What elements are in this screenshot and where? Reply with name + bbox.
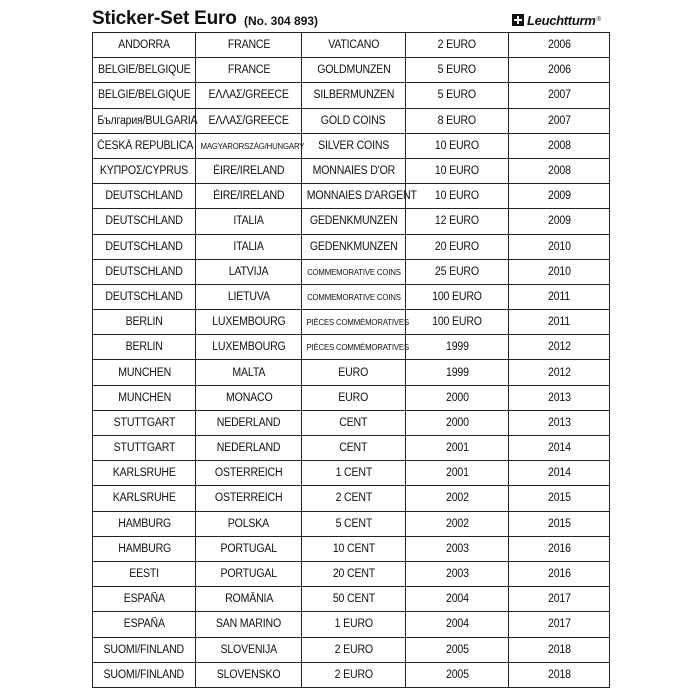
table-row (93, 360, 610, 385)
sticker-cell-col3 (302, 184, 418, 209)
sticker-label: DEUTSCHLAND (105, 290, 183, 303)
sticker-label: 2011 (548, 290, 571, 303)
table-row (93, 158, 610, 183)
sticker-cell-col1 (93, 587, 196, 612)
sticker-cell-col2 (196, 108, 302, 133)
sticker-label: 5 EURO (437, 64, 477, 77)
sticker-label: GOLD COINS (321, 114, 386, 127)
table-row (93, 209, 610, 234)
sticker-cell-col5 (509, 536, 610, 561)
sticker-cell-col5 (509, 461, 610, 486)
sticker-cell-col5 (509, 83, 610, 108)
sticker-label: 2016 (547, 542, 571, 555)
sticker-cell-col1 (93, 385, 196, 410)
leuchtturm-cross-logo-icon (512, 14, 524, 26)
sticker-label: 100 EURO (432, 316, 482, 329)
sticker-label: 2005 (445, 668, 469, 681)
sticker-cell-col2 (196, 511, 302, 536)
sticker-label: EURO (338, 366, 369, 379)
sticker-table-body (93, 33, 610, 688)
sticker-cell-col4 (405, 83, 508, 108)
sticker-label: SAN MARINO (216, 618, 282, 631)
sticker-label: MAGYARORSZÁG/HUNGARY (200, 140, 305, 151)
sticker-label: 2016 (547, 568, 571, 581)
sticker-cell-col1 (93, 83, 196, 108)
sticker-cell-col3 (302, 310, 410, 335)
sticker-label: 2006 (547, 64, 571, 77)
sticker-label: 1 EURO (334, 618, 373, 631)
sticker-cell-col4 (405, 335, 508, 360)
sticker-label: PIÈCES COMMÉMORATIVES (306, 317, 410, 328)
registered-mark: ® (596, 17, 601, 23)
sticker-label: 1999 (445, 366, 469, 379)
sticker-cell-col4 (405, 158, 508, 183)
sticker-label: 2001 (445, 442, 469, 455)
sticker-label: 8 EURO (437, 114, 477, 127)
sticker-label: 2011 (548, 316, 571, 329)
sticker-cell-col4 (405, 410, 508, 435)
sticker-cell-col4 (405, 108, 508, 133)
sticker-label: PIÈCES COMMÉMORATIVES (306, 342, 410, 353)
sticker-cell-col1 (93, 511, 196, 536)
sticker-cell-col4 (405, 385, 508, 410)
sticker-label: COMMEMORATIVE COINS (306, 291, 401, 302)
sticker-label: POLSKA (228, 517, 270, 530)
sticker-label: ÉIRE/IRELAND (213, 190, 285, 203)
sticker-label: 20 CENT (332, 568, 375, 581)
sticker-cell-col5 (509, 587, 610, 612)
sticker-label: ČESKÁ REPUBLICA (97, 139, 194, 152)
sticker-cell-col4 (405, 536, 508, 561)
sticker-cell-col2 (196, 637, 302, 662)
sticker-cell-col3 (302, 83, 405, 108)
table-row (93, 335, 610, 360)
sticker-cell-col3 (302, 234, 405, 259)
sticker-label: DEUTSCHLAND (105, 265, 183, 278)
sticker-label: 2013 (547, 391, 571, 404)
sticker-cell-col5 (509, 234, 610, 259)
sticker-label: MONACO (225, 391, 273, 404)
sticker-label: KARLSRUHE (112, 492, 176, 505)
sticker-cell-col3 (302, 385, 405, 410)
sticker-label: 5 EURO (437, 89, 477, 102)
sticker-cell-col4 (405, 310, 508, 335)
sticker-cell-col2 (196, 133, 305, 158)
table-row (93, 486, 610, 511)
sticker-label: MÜNCHEN (117, 391, 171, 404)
sticker-label: DEUTSCHLAND (105, 215, 183, 228)
table-row (93, 561, 610, 586)
sticker-label: SLOVENIJA (220, 643, 278, 656)
sticker-cell-col2 (196, 209, 302, 234)
sticker-cell-col2 (196, 234, 302, 259)
table-row (93, 33, 610, 58)
sticker-cell-col5 (509, 486, 610, 511)
sticker-label: 2 EURO (334, 643, 373, 656)
sticker-label: ESPAÑA (123, 593, 165, 606)
sticker-label: GEDENKMÜNZEN (309, 215, 398, 228)
sticker-cell-col3 (302, 662, 405, 687)
sticker-cell-col3 (302, 133, 405, 158)
sticker-label: 2014 (547, 467, 571, 480)
sticker-label: 2010 (547, 265, 571, 278)
sticker-label: 2004 (445, 593, 469, 606)
sticker-label: 2017 (547, 593, 571, 606)
sticker-cell-col1 (93, 310, 196, 335)
page-title: Sticker-Set Euro (92, 8, 237, 29)
sticker-label: LUXEMBOURG (212, 316, 286, 329)
table-row (93, 234, 610, 259)
sticker-label: 2005 (445, 643, 469, 656)
sticker-cell-col3 (302, 637, 405, 662)
sticker-cell-col2 (196, 360, 302, 385)
sticker-cell-col2 (196, 158, 302, 183)
sticker-label: BELGIË/BELGIQUE (97, 89, 191, 102)
sticker-cell-col4 (405, 184, 508, 209)
sticker-cell-col5 (509, 385, 610, 410)
sticker-cell-col4 (405, 436, 508, 461)
sticker-label: 2 EURO (334, 668, 373, 681)
sticker-label: 2001 (445, 467, 469, 480)
sticker-cell-col5 (509, 209, 610, 234)
sticker-cell-col3 (302, 58, 405, 83)
sticker-cell-col1 (93, 58, 196, 83)
sticker-label: 1 CENT (335, 467, 372, 480)
table-row (93, 310, 610, 335)
sticker-cell-col3 (302, 259, 405, 284)
sticker-cell-col3 (302, 108, 405, 133)
sticker-cell-col4 (405, 234, 508, 259)
sticker-label: CENT (339, 416, 368, 429)
sticker-cell-col4 (405, 486, 508, 511)
sticker-cell-col4 (405, 612, 508, 637)
sticker-cell-col4 (405, 511, 508, 536)
sticker-label: DEUTSCHLAND (105, 190, 183, 203)
sticker-label: ÉIRE/IRELAND (213, 165, 285, 178)
sticker-cell-col1 (93, 536, 196, 561)
sticker-cell-col3 (302, 33, 405, 58)
sticker-label: 2000 (445, 391, 469, 404)
sticker-cell-col5 (509, 108, 610, 133)
sticker-cell-col2 (196, 436, 302, 461)
sticker-label: NEDERLAND (217, 442, 281, 455)
sticker-label: 2018 (547, 668, 571, 681)
sticker-cell-col2 (196, 612, 302, 637)
sticker-cell-col4 (405, 58, 508, 83)
sticker-cell-col5 (509, 511, 610, 536)
page-header (92, 8, 612, 32)
sticker-label: SILBERMÜNZEN (313, 89, 394, 102)
sticker-cell-col4 (405, 360, 508, 385)
table-row (93, 612, 610, 637)
sticker-cell-col3 (302, 612, 405, 637)
sticker-label: 2017 (547, 618, 571, 631)
table-row (93, 536, 610, 561)
sticker-label: 2007 (547, 114, 571, 127)
sticker-cell-col5 (509, 561, 610, 586)
sticker-cell-col1 (93, 259, 196, 284)
sticker-label: LATVIJA (229, 265, 269, 278)
sticker-label: EURO (338, 391, 369, 404)
sticker-label: 2009 (547, 190, 571, 203)
sticker-cell-col1 (93, 108, 196, 133)
sticker-label: MONNAIES D'ARGENT (307, 190, 418, 203)
sticker-cell-col2 (196, 662, 302, 687)
sticker-label: BERLIN (125, 316, 163, 329)
sticker-label: PORTUGAL (220, 568, 278, 581)
sticker-label: ΕΛΛΑΣ/GREECE (208, 89, 289, 102)
sticker-label: ΚΥΠΡΟΣ/CYPRUS (100, 165, 189, 178)
sticker-label: FRANCE (227, 39, 271, 52)
table-row (93, 385, 610, 410)
sticker-cell-col5 (509, 33, 610, 58)
sticker-label: PORTUGAL (220, 542, 278, 555)
sticker-cell-col1 (93, 234, 196, 259)
sticker-cell-col1 (93, 360, 196, 385)
sticker-cell-col4 (405, 133, 508, 158)
table-row (93, 662, 610, 687)
sticker-cell-col2 (196, 536, 302, 561)
sticker-cell-col1 (93, 184, 196, 209)
sticker-cell-col3 (302, 587, 405, 612)
sticker-label: SUOMI/FINLAND (103, 643, 185, 656)
sticker-label: COMMEMORATIVE COINS (306, 266, 401, 277)
sticker-cell-col3 (302, 536, 405, 561)
sticker-label: 2002 (445, 492, 469, 505)
sticker-cell-col2 (196, 561, 302, 586)
sticker-label: HAMBURG (117, 542, 171, 555)
sticker-cell-col3 (302, 461, 405, 486)
sticker-cell-col2 (196, 310, 302, 335)
sticker-label: NEDERLAND (217, 416, 281, 429)
sticker-cell-col4 (405, 587, 508, 612)
sticker-cell-col2 (196, 461, 302, 486)
table-row (93, 58, 610, 83)
sticker-label: 10 EURO (434, 190, 479, 203)
sticker-label: STUTTGART (113, 442, 176, 455)
sticker-label: 1999 (445, 341, 469, 354)
sticker-label: BERLIN (125, 341, 163, 354)
sticker-label: ÖSTERREICH (215, 492, 283, 505)
sticker-label: 2009 (547, 215, 571, 228)
sticker-cell-col2 (196, 184, 302, 209)
sticker-label: 2014 (547, 442, 571, 455)
sticker-cell-col2 (196, 83, 302, 108)
sticker-cell-col3 (302, 335, 410, 360)
sticker-label: 2010 (547, 240, 571, 253)
sticker-cell-col3 (302, 360, 405, 385)
sticker-cell-col5 (509, 158, 610, 183)
sticker-cell-col2 (196, 410, 302, 435)
table-row (93, 637, 610, 662)
sticker-label: ANDORRA (118, 39, 171, 52)
sticker-cell-col2 (196, 33, 302, 58)
table-row (93, 284, 610, 309)
sticker-label: България/BULGARIA (97, 114, 198, 127)
sticker-label: SLOVENSKO (217, 668, 281, 681)
sticker-label: 25 EURO (434, 265, 479, 278)
sticker-cell-col3 (302, 486, 405, 511)
sticker-label: ÖSTERREICH (215, 467, 283, 480)
sticker-label: 2003 (445, 542, 469, 555)
product-number: (No. 304 893) (244, 14, 319, 28)
sticker-label: LIETUVA (227, 290, 270, 303)
sticker-label: 5 CENT (335, 517, 372, 530)
sticker-cell-col4 (405, 33, 508, 58)
sticker-label: VATICANO (328, 39, 380, 52)
sticker-cell-col2 (196, 486, 302, 511)
sticker-cell-col1 (93, 436, 196, 461)
sticker-label: EESTI (129, 568, 160, 581)
table-row (93, 108, 610, 133)
sticker-cell-col1 (93, 612, 196, 637)
sticker-cell-col5 (509, 335, 610, 360)
sticker-label: ROMÂNIA (224, 593, 273, 606)
sticker-cell-col1 (93, 637, 196, 662)
table-row (93, 83, 610, 108)
table-row (93, 184, 610, 209)
sticker-label: 10 EURO (434, 165, 479, 178)
sticker-cell-col2 (196, 335, 302, 360)
sticker-cell-col5 (509, 612, 610, 637)
sticker-label: 2012 (547, 341, 571, 354)
sticker-cell-col1 (93, 133, 196, 158)
sticker-cell-col2 (196, 259, 302, 284)
sticker-label: 2007 (547, 89, 571, 102)
sticker-cell-col3 (302, 209, 405, 234)
sticker-cell-col1 (93, 209, 196, 234)
table-row (93, 511, 610, 536)
sticker-cell-col4 (405, 259, 508, 284)
sticker-cell-col5 (509, 58, 610, 83)
sticker-cell-col4 (405, 284, 508, 309)
sticker-label: ESPAÑA (123, 618, 165, 631)
sticker-label: 100 EURO (432, 290, 482, 303)
sticker-label: 2008 (547, 139, 571, 152)
sticker-cell-col2 (196, 58, 302, 83)
sticker-label: MÜNCHEN (117, 366, 171, 379)
sticker-label: HAMBURG (117, 517, 171, 530)
sticker-label: SILVER COINS (318, 139, 390, 152)
sticker-cell-col4 (405, 209, 508, 234)
sticker-cell-col2 (196, 284, 302, 309)
sticker-label: KARLSRUHE (112, 467, 176, 480)
sticker-label: DEUTSCHLAND (105, 240, 183, 253)
brand-name: Leuchtturm (527, 12, 596, 28)
sticker-label: 10 CENT (332, 542, 375, 555)
sticker-label: 2008 (547, 165, 571, 178)
sticker-cell-col1 (93, 410, 196, 435)
sticker-label: 2015 (547, 492, 571, 505)
sticker-label: 20 EURO (434, 240, 479, 253)
sticker-cell-col3 (302, 511, 405, 536)
sticker-cell-col1 (93, 158, 196, 183)
sticker-label: LUXEMBOURG (212, 341, 286, 354)
sticker-cell-col5 (509, 284, 610, 309)
sticker-cell-col5 (509, 662, 610, 687)
sticker-cell-col5 (509, 133, 610, 158)
sticker-cell-col1 (93, 284, 196, 309)
brand-logo (512, 12, 601, 28)
sticker-cell-col3 (302, 158, 405, 183)
sticker-cell-col4 (405, 662, 508, 687)
sticker-label: 2013 (547, 416, 571, 429)
table-row (93, 259, 610, 284)
sticker-cell-col5 (509, 637, 610, 662)
sticker-cell-col1 (93, 662, 196, 687)
table-row (93, 133, 610, 158)
sticker-label: CENT (339, 442, 368, 455)
sticker-cell-col5 (509, 259, 610, 284)
sticker-cell-col5 (509, 360, 610, 385)
sticker-label: ITALIA (233, 240, 265, 253)
sticker-label: 2000 (445, 416, 469, 429)
sticker-label: MALTA (232, 366, 266, 379)
sticker-table (92, 32, 610, 688)
sticker-label: FRANCE (227, 64, 271, 77)
sticker-label: BELGIË/BELGIQUE (97, 64, 191, 77)
sticker-cell-col3 (302, 410, 405, 435)
sticker-label: 2004 (445, 618, 469, 631)
sticker-cell-col1 (93, 461, 196, 486)
sticker-cell-col1 (93, 486, 196, 511)
sticker-cell-col4 (405, 561, 508, 586)
sticker-cell-col1 (93, 33, 196, 58)
sticker-cell-col1 (93, 561, 196, 586)
sticker-label: SUOMI/FINLAND (103, 668, 185, 681)
sticker-cell-col4 (405, 637, 508, 662)
sticker-cell-col5 (509, 310, 610, 335)
sticker-label: 10 EURO (434, 139, 479, 152)
sticker-label: STUTTGART (113, 416, 176, 429)
sticker-label: 2 EURO (437, 39, 477, 52)
sticker-label: 2 CENT (335, 492, 372, 505)
sticker-cell-col5 (509, 436, 610, 461)
table-row (93, 587, 610, 612)
sticker-cell-col5 (509, 184, 610, 209)
sticker-cell-col1 (93, 335, 196, 360)
sticker-label: GEDENKMÜNZEN (309, 240, 398, 253)
sticker-label: 50 CENT (332, 593, 375, 606)
sticker-label: 2002 (445, 517, 469, 530)
sticker-label: 2018 (547, 643, 571, 656)
table-row (93, 410, 610, 435)
sticker-label: 2015 (547, 517, 571, 530)
sticker-label: MONNAIES D'OR (312, 165, 395, 178)
sticker-cell-col3 (302, 284, 405, 309)
sticker-label: 2003 (445, 568, 469, 581)
table-row (93, 436, 610, 461)
sticker-label: 2012 (547, 366, 571, 379)
sticker-label: 12 EURO (434, 215, 479, 228)
sticker-label: GOLDMÜNZEN (316, 64, 391, 77)
sticker-cell-col5 (509, 410, 610, 435)
sticker-label: ITALIA (233, 215, 265, 228)
sticker-label: ΕΛΛΑΣ/GREECE (208, 114, 289, 127)
sticker-label: 2006 (547, 39, 571, 52)
sticker-cell-col3 (302, 561, 405, 586)
table-row (93, 461, 610, 486)
sticker-cell-col2 (196, 385, 302, 410)
sticker-cell-col4 (405, 461, 508, 486)
sticker-cell-col3 (302, 436, 405, 461)
sticker-cell-col2 (196, 587, 302, 612)
